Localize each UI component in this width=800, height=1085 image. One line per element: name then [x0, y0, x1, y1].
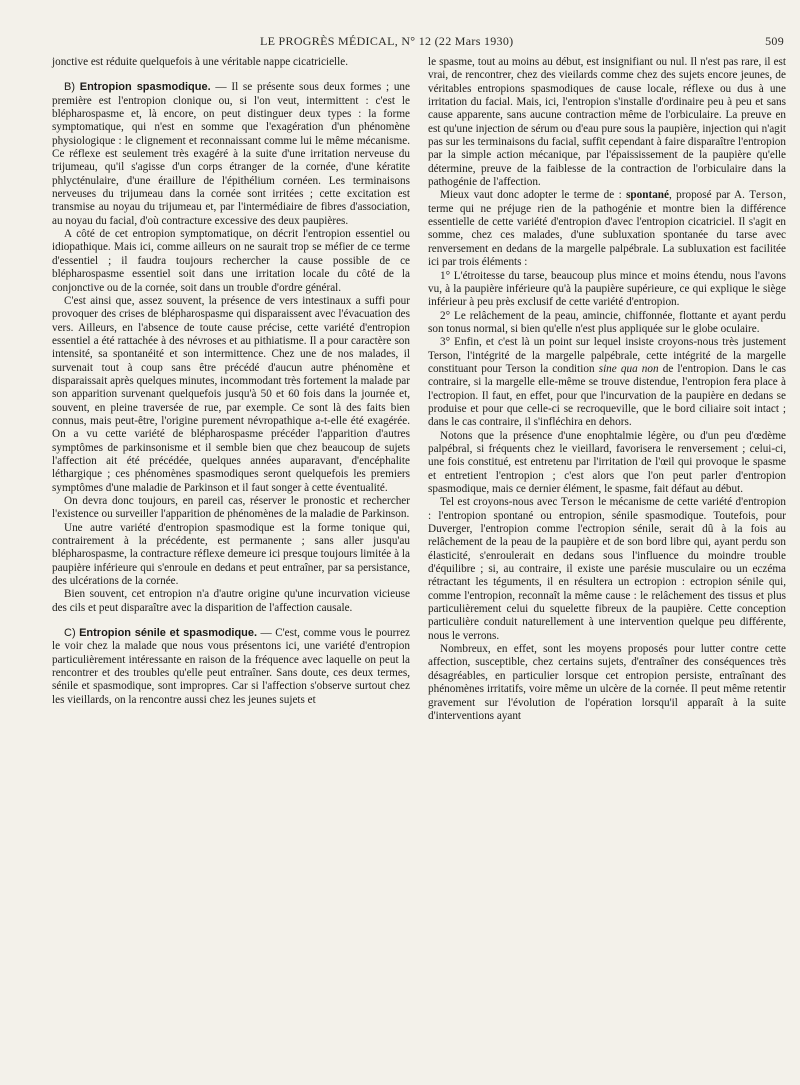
paragraph: jonctive est réduite quelquefois à une véritable nappe cicatricielle.: [52, 56, 349, 68]
paragraph: 1° L'étroitesse du tarse, beaucoup plus mince et moins étendu, nous l'avons vu, à la paupière inférieure qu'à la paupière supérieure, ce qui explique le siège inférieur à peu près exclusif de cette variété d'entropion.: [428, 269, 786, 309]
section-c: [52, 627, 410, 707]
text-run: le mécanisme de cette variété d'entropion : l'entropion spontané ou entropion, sénile spasmodique. Toutefois, pour Duverger, l'entropion comme l'ectropion sénile, serait dû à la fois au relâchement de la peau de la paupière et de son bord libre qui, ayant perdu son élasticité, s'enroulerait en dedans sous l'influence du moindre trouble d'équilibre ; si, au contraire, il existe une parésie musculaire ou un eczéma rétractant les téguments, il en résultera un ectropion : ectropion sénile qui, comme l'entropion, reconnaît la même cause : le relâchement des tissus et plus particulièrement celui du squelette fibreux de la paupière. Cette conception particulière conduit naturellement à une intervention quelque peu différente, nous le verrons.: [428, 496, 786, 642]
paragraph: Une autre variété d'entropion spasmodique est la forme tonique qui, contrairement à la précédente, est permanente ; sans aller jusqu'au blépharospasme, la contracture réflexe demeure ici presque toujours limitée à la paupière inférieure qui s'enroule en dedans et peut entraîner, par sa persistance, des ulcérations de la cornée.: [52, 521, 410, 588]
paragraph: le spasme, tout au moins au début, est insignifiant ou nul. Il n'est pas rare, il est vrai, de rencontrer, chez des vieilards comme chez des sujets encore jeunes, de véritables entropions spasmodiques de cause locale, réflexe ou dus à une irritation du facial. Mais, ici, l'entropion s'installe d'ordinaire peu à peu et sans cause apparente, sans aucune contraction même de l'orbiculaire. La preuve en est qu'une injection de sérum ou d'eau pure sous la paupière, injection qui n'agit pas sur les terminaisons du facial, suffit cependant à faire disparaître l'entropion par la simple action mécanique, par l'épaississement de la paupière qu'elle détermine, preuve de la faiblesse de la contraction de l'orbiculaire dans la pathogénie de l'affection.: [428, 56, 786, 189]
text-run: 3° Enfin, et c'est là un point sur lequel insiste croyons-nous très justement Terson, l'intégrité de la margelle palpébrale, cette intégrité de la margelle constituant pour Terson la condition: [428, 336, 786, 375]
text-run: Mieux vaut donc adopter le terme de :: [440, 189, 627, 202]
left-column: [52, 56, 410, 723]
author-name: Terson: [749, 189, 784, 202]
section-heading: Entropion sénile et spasmodique.: [79, 627, 258, 640]
paragraph: [428, 189, 786, 269]
paragraph: C'est ainsi que, assez souvent, la présence de vers intestinaux a suffi pour provoquer des crises de blépharospasme qui disparaissent avec l'évacuation des vers. Ailleurs, en l'absence de toute cause précise, cette variété d'entropion essentiel a été rattachée à des névroses et au pithiatisme. Il a pour caractère son intensité, sa spontanéité et son intermittence. Chez une de nos malades, il survenait tout à coup sans être précédé d'aucun autre phénomène et disparaissait après quelques minutes, incommodant très fortement la malade par son apparition survenant quelquefois jusqu'à 50 et 60 fois dans la journée et, souvent, en pleine traversée de rue, par exemple. Ce sont là des faits bien connus, mais peut-être, l'origine purement névropathique a-t-elle été exagérée. On a vu cette variété de blépharospasme précéder l'apparition d'autres symptômes de parkinsonisme et il semble bien que chez beaucoup de sujets l'affection ait été précédée, quelques années auparavant, d'encéphalite léthargique ; ces phénomènes spasmodiques seront quelquefois les premiers symptômes d'une maladie de Parkinson et il faut songer à cette éventualité.: [52, 294, 410, 494]
paragraph: [428, 496, 786, 643]
right-column: [428, 56, 786, 723]
text-run: , proposé par A.: [668, 189, 750, 202]
paragraph: On devra donc toujours, en pareil cas, réserver le pronostic et rechercher l'existence ou surveiller l'apparition de phénomènes de la maladie de Parkinson.: [52, 495, 410, 521]
running-head: [52, 34, 786, 52]
paragraph: 2° Le relâchement de la peau, amincie, chiffonnée, flottante et ayant perdu son tonus normal, si bien qu'elle n'est plus appliquée sur le globe oculaire.: [428, 309, 786, 335]
paragraph: Notons que la présence d'une enophtalmie légère, ou d'un peu d'œdème palpébral, si fréquents chez le vieillard, favorisera le renversement ; celui-ci, une fois constitué, est entretenu par l'irritation de l'œil qui provoque le spasme et entretient l'entropion ; c'est alors que l'on peut parler d'entropion spasmodique, mais ce dernier élément, le spasme, fait défaut au début.: [428, 429, 786, 495]
section-heading: Entropion spasmodique.: [79, 81, 211, 94]
section-letter: C): [64, 627, 76, 640]
page-number: 509: [765, 34, 784, 48]
paragraph: Bien souvent, cet entropion n'a d'autre origine qu'une incurvation vicieuse des cils et peut disparaître avec la disparition de l'affection causale.: [52, 588, 410, 614]
latin-phrase: sine qua non: [598, 362, 659, 375]
paragraph: A côté de cet entropion symptomatique, on décrit l'entropion essentiel ou idiopathique. Mais ici, comme ailleurs on ne saurait trop se méfier de ce terme d'essentiel ; il faudra toujours rechercher la cause possible de ce blépharospasme essentiel soit dans une irritation locale du côté de la conjonctive ou de la cornée, soit dans un trouble d'ordre général.: [52, 228, 410, 294]
section-body: — Il se présente sous deux formes ; une première est l'entropion clonique ou, si l'on veut, intermittent : c'est le blépharospasme et, là encore, on peut distinguer deux types : la forme symptomatique, qui n'est en somme que l'exagération d'un phénomène physiologique : le clignement et reconnaissant comme lui le même mécanisme. Ce réflexe est seulement très exagéré à la suite d'une irritation nerveuse du trijumeau, qu'il s'agisse d'un corps étranger de la cornée, d'une kératite phlycténulaire, d'une éraillure de l'épithélium cornéen. Les terminaisons nerveuses du trijumeau dans la cornée sont irritées ; cette excitation est transmise au noyau du trijumeau et, par l'intermédiaire de fibres d'association, au noyau du facial, d'où contracture excessive des deux paupières.: [52, 81, 410, 227]
section-b: [52, 81, 410, 228]
text-columns: [52, 56, 786, 723]
text-run: Tel est croyons-nous avec: [440, 496, 561, 509]
author-name: Terson: [560, 496, 595, 509]
section-body: — C'est, comme vous le pourrez le voir chez la malade que nous vous présentons ici, une variété d'entropion particulièrement intéressante en raison de la fréquence avec laquelle on peut la rencontrer et des troubles qu'elle peut entraîner. Sans doute, ces deux termes, sénile et spasmodique, sont impropres. Car si l'affection s'observe surtout chez les vieillards, on la rencontre aussi chez les jeunes sujets et: [52, 627, 411, 706]
section-letter: B): [64, 81, 75, 94]
paragraph: [428, 336, 786, 429]
paragraph: Nombreux, en effet, sont les moyens proposés pour lutter contre cette affection, susceptible, chez certains sujets, d'entraîner des conséquences très désagréables, en particulier lorsque cet entropion persiste, entraînant des phénomènes irritatifs, voire même un ulcère de la cornée. Il peut même retentir gravement sur l'évolution de l'opération lorsqu'il apparaît à la suite d'interventions ayant: [428, 643, 786, 722]
text-run: de l'entropion. Dans le cas contraire, si la margelle elle-même se trouve distendue, l'entropion fera place à l'ectropion. Il faut, en effet, pour que l'incurvation de la paupière en dedans se produise et pour que celle-ci se recroqueville, que le bord ciliaire soit intact ; dans le cas contraire, il s'infléchira en dehors.: [428, 362, 786, 429]
text-run: , terme qui ne préjuge rien de la pathogénie et montre bien la différence essentielle de cette variété d'entropion d'avec l'entropion cicatriciel. Il s'agit en somme, chez ces malades, d'une subluxation spontanée du tarse avec renversement en dedans de la margelle palpébrale. La subluxation est facilitée ici par trois éléments :: [428, 189, 786, 269]
journal-title: LE PROGRÈS MÉDICAL, N° 12 (22 Mars 1930): [260, 34, 514, 48]
emphasis: spontané: [626, 189, 669, 202]
